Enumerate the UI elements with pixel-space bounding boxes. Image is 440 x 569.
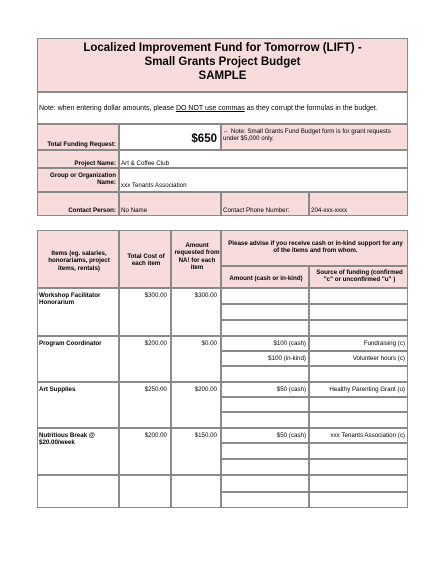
table-row-2-source-2-text: Volunteer hours (c) <box>352 355 405 362</box>
contact-phone-label: Contact Phone Number: <box>223 207 290 214</box>
table-row-3-source-1[interactable] <box>309 382 408 397</box>
table-row-5-amount-1[interactable] <box>221 475 309 492</box>
table-row-3-amount-1[interactable] <box>221 382 309 397</box>
table-row-3-cost-text: $250.00 <box>144 386 167 393</box>
table-row-5-requested[interactable] <box>171 475 221 508</box>
table-row-5-item[interactable] <box>37 475 119 508</box>
contact-person-label-cell <box>37 192 119 216</box>
funding-request-amount: $650 <box>191 133 217 145</box>
funding-request-amount-cell[interactable] <box>119 124 221 150</box>
group-name-label: Group or Organization Name: <box>50 172 116 187</box>
source-column-header <box>309 266 408 288</box>
table-row-2-item-text: Program Coordinator <box>39 340 102 347</box>
source-column-label: Source of funding (confirmed "c" or unconfirmed "u" ) <box>316 269 403 284</box>
funding-request-label: Total Funding Request: <box>47 141 116 148</box>
table-row-2-amount-1-text: $100 (cash) <box>273 340 306 347</box>
table-row-3-source-2[interactable] <box>309 397 408 412</box>
cost-column-header <box>119 230 171 288</box>
table-row-3-cost[interactable] <box>119 382 171 428</box>
table-row-3-amount-1-text: $50 (cash) <box>276 386 306 393</box>
table-row-3-item[interactable] <box>37 382 119 428</box>
form-title-line2: Small Grants Project Budget <box>144 56 301 68</box>
table-row-2-amount-1[interactable] <box>221 336 309 351</box>
project-name-value: Art & Coffee Club <box>121 160 170 167</box>
project-name-label: Project Name: <box>74 160 116 167</box>
form-title-line3: SAMPLE <box>198 70 247 82</box>
table-row-5-source-2[interactable] <box>309 492 408 508</box>
funding-request-label-cell <box>37 124 119 150</box>
table-row-2-item[interactable] <box>37 336 119 382</box>
group-name-value: xxx Tenants Association <box>121 182 187 189</box>
table-row-5-amount-2[interactable] <box>221 492 309 508</box>
funding-request-note: ← Note: Small Grants Fund Budget form is for grant requests under $5,000 only. <box>223 128 391 143</box>
table-row-4-amount-1[interactable] <box>221 428 309 443</box>
amount-column-label: Amount (cash or in-kind) <box>229 275 303 282</box>
table-row-1-source-3[interactable] <box>309 320 408 336</box>
items-column-label: Items (eg. salaries, honorariams, project items, rentals) <box>48 250 110 272</box>
table-row-5-cost[interactable] <box>119 475 171 508</box>
table-row-2-source-2[interactable] <box>309 351 408 366</box>
contact-person-field[interactable] <box>119 192 221 216</box>
cost-column-label: Total Cost of each item <box>127 253 165 268</box>
table-row-3-requested[interactable] <box>171 382 221 428</box>
table-row-1-amount-1[interactable] <box>221 288 309 304</box>
advise-column-header <box>221 230 408 266</box>
table-row-1-cost[interactable] <box>119 288 171 336</box>
table-row-3-item-text: Art Supplies <box>39 386 76 393</box>
table-row-2-amount-2-text: $100 (in-kind) <box>268 355 306 362</box>
table-row-5-source-1[interactable] <box>309 475 408 492</box>
note-prefix: Note: when entering dollar amounts, please <box>39 105 176 112</box>
requested-column-label: Amount requested from NA! for each item <box>174 242 220 272</box>
table-row-1-amount-3[interactable] <box>221 320 309 336</box>
table-row-1-requested-text: $300.00 <box>194 292 217 299</box>
table-row-4-cost-text: $200.00 <box>144 432 167 439</box>
table-row-2-requested-text: $0.00 <box>201 340 217 347</box>
form-title-line1: Localized Improvement Fund for Tomorrow (LIFT) - <box>83 42 362 54</box>
table-row-3-amount-2[interactable] <box>221 397 309 412</box>
project-name-label-cell <box>37 150 119 168</box>
table-row-2-cost[interactable] <box>119 336 171 382</box>
table-row-2-amount-3[interactable] <box>221 366 309 382</box>
note-suffix: as they corrupt the formulas in the budget. <box>244 105 378 112</box>
table-row-2-requested[interactable] <box>171 336 221 382</box>
table-row-4-item[interactable] <box>37 428 119 475</box>
note-emphasis: DO NOT use commas <box>175 105 245 112</box>
table-row-4-item-text: Nutritious Break @ $20.00/week <box>39 432 95 447</box>
table-row-4-amount-1-text: $50 (cash) <box>276 432 306 439</box>
table-row-3-requested-text: $200.00 <box>194 386 217 393</box>
table-row-1-cost-text: $300.00 <box>144 292 167 299</box>
table-row-3-amount-3[interactable] <box>221 412 309 428</box>
form-header <box>37 38 408 92</box>
table-row-2-amount-2[interactable] <box>221 351 309 366</box>
table-row-3-source-1-text: Healthy Parenting Grant (u) <box>329 386 405 393</box>
table-row-4-amount-2[interactable] <box>221 443 309 459</box>
table-row-4-source-2[interactable] <box>309 443 408 459</box>
table-row-2-source-1-text: Fundraising (c) <box>363 340 405 347</box>
table-row-1-source-2[interactable] <box>309 304 408 320</box>
table-row-4-requested-text: $150.00 <box>194 432 217 439</box>
table-row-2-source-3[interactable] <box>309 366 408 382</box>
table-row-4-amount-3[interactable] <box>221 459 309 475</box>
table-row-4-cost[interactable] <box>119 428 171 475</box>
formula-note <box>37 92 408 124</box>
advise-column-label: Please advise if you receive cash or in-kind support for any of the items and from whom. <box>228 240 403 255</box>
table-row-4-source-3[interactable] <box>309 459 408 475</box>
contact-phone-label-cell <box>221 192 309 216</box>
table-row-4-source-1-text: xxx Tenants Association (c) <box>330 432 405 439</box>
table-row-1-item-text: Workshop Facilitator Honorarium <box>39 292 101 307</box>
table-row-1-source-1[interactable] <box>309 288 408 304</box>
table-row-1-amount-2[interactable] <box>221 304 309 320</box>
table-row-4-requested[interactable] <box>171 428 221 475</box>
group-name-label-cell <box>37 168 119 192</box>
contact-phone-value: 204-xxx-xxxx <box>311 207 348 214</box>
table-row-3-source-3[interactable] <box>309 412 408 428</box>
amount-column-header <box>221 266 309 288</box>
contact-person-label: Contact Person: <box>68 207 116 214</box>
project-name-field[interactable] <box>119 150 408 168</box>
table-row-2-cost-text: $200.00 <box>144 340 167 347</box>
table-row-1-requested[interactable] <box>171 288 221 336</box>
items-column-header <box>37 230 119 288</box>
table-row-1-item[interactable] <box>37 288 119 336</box>
contact-phone-field[interactable] <box>309 192 408 216</box>
group-name-field[interactable] <box>119 168 408 192</box>
table-row-2-source-1[interactable] <box>309 336 408 351</box>
table-row-4-source-1[interactable] <box>309 428 408 443</box>
requested-column-header <box>171 230 221 288</box>
funding-request-note-cell <box>221 124 408 150</box>
contact-person-value: No Name <box>121 207 148 214</box>
